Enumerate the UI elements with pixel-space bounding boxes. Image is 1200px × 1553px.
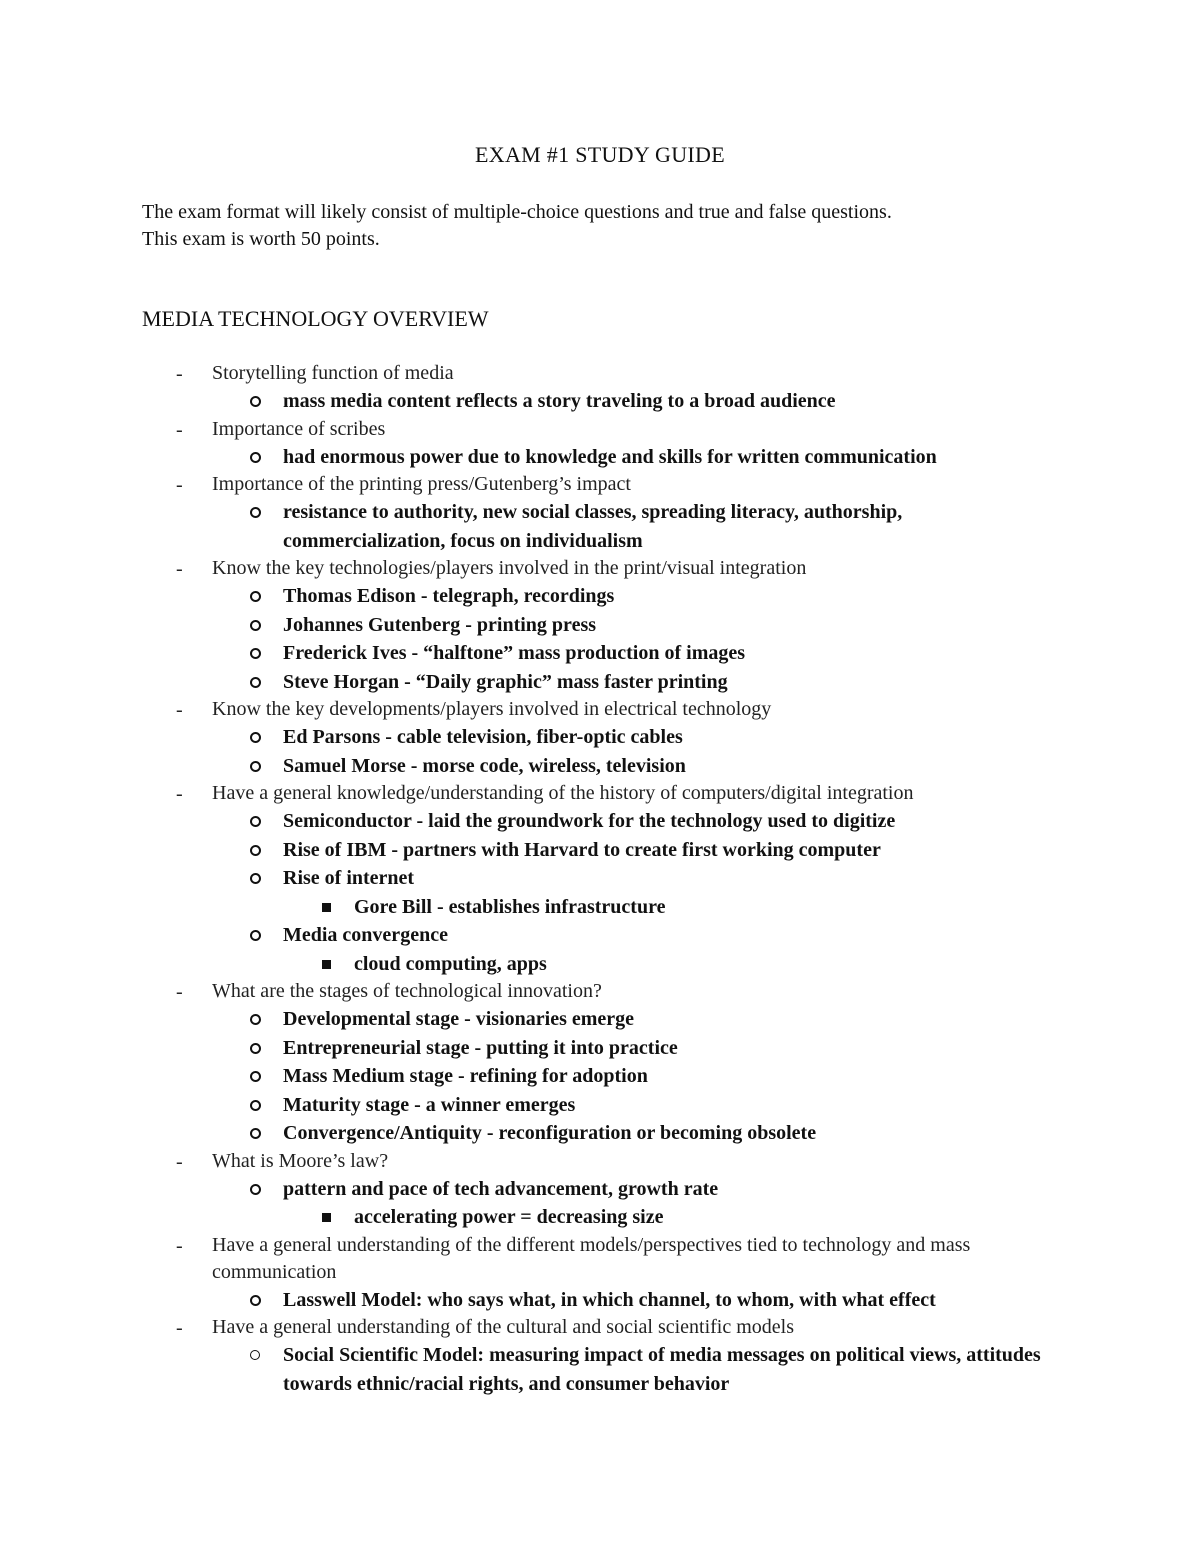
sub-answer-text: accelerating power = decreasing size xyxy=(354,1206,664,1228)
sub-answer-text: Gore Bill - establishes infrastructure xyxy=(354,895,666,918)
topic-item xyxy=(0,978,1200,1005)
hollow-circle-bullet-icon xyxy=(250,1184,261,1195)
topic-item xyxy=(0,555,1200,582)
hollow-circle-bullet-icon xyxy=(250,1128,261,1139)
topic-item xyxy=(0,780,1200,807)
answer-text: had enormous power due to knowledge and skills for written communication xyxy=(283,445,937,468)
hollow-circle-bullet-icon xyxy=(250,396,261,407)
hollow-circle-bullet-icon xyxy=(250,1100,261,1111)
answer-item xyxy=(0,864,1200,893)
square-bullet-icon xyxy=(322,903,331,912)
answer-item xyxy=(0,723,1200,752)
hollow-circle-bullet-icon xyxy=(250,620,261,631)
answer-item xyxy=(0,752,1200,781)
answer-item xyxy=(0,582,1200,611)
answer-text: Social Scientific Model: measuring impact of media messages on political views, attitudes towards ethnic/racial rights, and consumer behavior xyxy=(283,1344,1041,1395)
answer-text: Semiconductor - laid the groundwork for the technology used to digitize xyxy=(283,810,896,832)
answer-text: Frederick Ives - “halftone” mass production of images xyxy=(283,642,746,664)
hollow-circle-bullet-icon xyxy=(250,761,261,772)
answer-item xyxy=(0,639,1200,668)
intro-line: The exam format will likely consist of multiple-choice questions and true and false questions. xyxy=(142,201,892,223)
hollow-circle-bullet-icon xyxy=(250,507,261,518)
section-heading: MEDIA TECHNOLOGY OVERVIEW xyxy=(142,306,489,331)
dash-marker: - xyxy=(176,783,183,805)
answer-text: Samuel Morse - morse code, wireless, television xyxy=(283,754,686,777)
topic-text: What is Moore’s law? xyxy=(212,1149,389,1172)
answer-text: pattern and pace of tech advancement, growth rate xyxy=(283,1177,719,1200)
answer-text: resistance to authority, new social classes, spreading literacy, authorship, commercialization, focus on individualism xyxy=(283,501,903,552)
answer-text: Lasswell Model: who says what, in which channel, to whom, with what effect xyxy=(283,1288,936,1311)
topic-text: What are the stages of technological innovation? xyxy=(212,980,602,1002)
answer-text: Convergence/Antiquity - reconfiguration or becoming obsolete xyxy=(283,1122,817,1144)
topic-item xyxy=(0,360,1200,387)
answer-item xyxy=(0,1062,1200,1091)
answer-item xyxy=(0,1175,1200,1204)
hollow-circle-bullet-icon xyxy=(250,1043,261,1054)
square-bullet-icon xyxy=(322,1213,331,1222)
answer-item xyxy=(0,1091,1200,1120)
topic-text: Know the key developments/players involved in electrical technology xyxy=(212,698,772,720)
hollow-circle-bullet-icon xyxy=(250,1295,261,1306)
answer-text: mass media content reflects a story traveling to a broad audience xyxy=(283,390,836,412)
dash-marker: - xyxy=(176,363,183,385)
hollow-circle-bullet-icon xyxy=(250,873,261,884)
topic-text: Know the key technologies/players involved in the print/visual integration xyxy=(212,557,807,579)
answer-text: Maturity stage - a winner emerges xyxy=(283,1093,576,1116)
dash-marker: - xyxy=(176,1234,183,1257)
answer-text: Ed Parsons - cable television, fiber-optic cables xyxy=(283,726,683,748)
intro-line: This exam is worth 50 points. xyxy=(142,228,380,250)
hollow-circle-bullet-icon xyxy=(250,1071,261,1082)
hollow-circle-bullet-icon xyxy=(250,452,261,463)
topic-text: Storytelling function of media xyxy=(212,362,454,384)
hollow-circle-bullet-icon xyxy=(250,648,261,659)
topic-text: Have a general understanding of the cultural and social scientific models xyxy=(212,1316,795,1338)
dash-marker: - xyxy=(176,699,183,721)
answer-item xyxy=(0,387,1200,416)
square-bullet-icon xyxy=(322,960,331,969)
answer-item xyxy=(0,611,1200,640)
page-title: EXAM #1 STUDY GUIDE xyxy=(475,142,725,167)
hollow-circle-bullet-icon xyxy=(250,845,261,856)
answer-text: Thomas Edison - telegraph, recordings xyxy=(283,585,615,607)
study-outline xyxy=(0,360,1200,1398)
answer-item xyxy=(0,443,1200,472)
topic-item xyxy=(0,1314,1200,1341)
hollow-circle-bullet-icon xyxy=(250,1350,260,1360)
hollow-circle-bullet-icon xyxy=(250,1014,261,1025)
answer-text: Mass Medium stage - refining for adoption xyxy=(283,1065,648,1087)
answer-text: Media convergence xyxy=(283,924,448,946)
answer-text: Entrepreneurial stage - putting it into practice xyxy=(283,1036,678,1059)
hollow-circle-bullet-icon xyxy=(250,732,261,743)
answer-text: Rise of IBM - partners with Harvard to create first working computer xyxy=(283,838,881,861)
answer-item xyxy=(0,498,1200,555)
topic-item xyxy=(0,416,1200,443)
hollow-circle-bullet-icon xyxy=(250,930,261,941)
sub-answer-text: cloud computing, apps xyxy=(354,952,547,975)
answer-text: Developmental stage - visionaries emerge xyxy=(283,1008,635,1030)
answer-text: Johannes Gutenberg - printing press xyxy=(283,613,597,636)
hollow-circle-bullet-icon xyxy=(250,677,261,688)
answer-item xyxy=(0,1034,1200,1063)
answer-item xyxy=(0,1341,1200,1398)
topic-text: Importance of the printing press/Gutenberg’s impact xyxy=(212,473,631,495)
answer-item xyxy=(0,668,1200,697)
dash-marker: - xyxy=(176,1317,183,1339)
answer-text: Steve Horgan - “Daily graphic” mass faster printing xyxy=(283,670,728,693)
hollow-circle-bullet-icon xyxy=(250,591,261,602)
sub-answer-item xyxy=(0,1203,1200,1232)
answer-item xyxy=(0,1286,1200,1315)
answer-item xyxy=(0,1119,1200,1148)
topic-text: Importance of scribes xyxy=(212,417,386,440)
answer-item xyxy=(0,807,1200,836)
topic-item xyxy=(0,471,1200,498)
answer-item xyxy=(0,921,1200,950)
intro-paragraph xyxy=(142,199,1062,253)
dash-marker: - xyxy=(176,418,183,441)
topic-item xyxy=(0,1148,1200,1175)
answer-text: Rise of internet xyxy=(283,867,415,889)
hollow-circle-bullet-icon xyxy=(250,816,261,827)
dash-marker: - xyxy=(176,474,183,496)
sub-answer-item xyxy=(0,950,1200,979)
topic-item xyxy=(0,696,1200,723)
dash-marker: - xyxy=(176,558,183,580)
dash-marker: - xyxy=(176,1150,183,1173)
topic-text: Have a general understanding of the different models/perspectives tied to technology and mass communication xyxy=(212,1233,971,1283)
answer-item xyxy=(0,1005,1200,1034)
topic-text: Have a general knowledge/understanding of the history of computers/digital integration xyxy=(212,782,914,804)
sub-answer-item xyxy=(0,893,1200,922)
topic-item xyxy=(0,1232,1200,1286)
dash-marker: - xyxy=(176,981,183,1003)
answer-item xyxy=(0,836,1200,865)
